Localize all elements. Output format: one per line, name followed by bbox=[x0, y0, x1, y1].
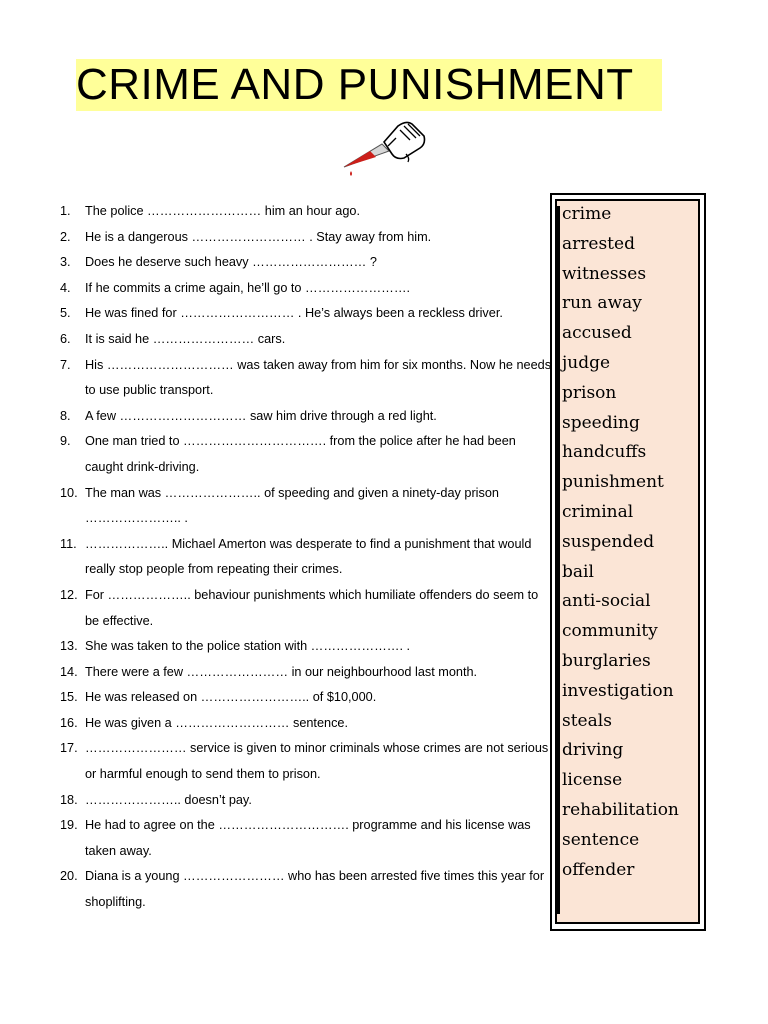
question-number: 8. bbox=[60, 408, 71, 423]
question-number: 19. bbox=[60, 818, 78, 833]
question-item bbox=[60, 250, 555, 276]
blood-drop bbox=[350, 171, 352, 176]
question-list bbox=[60, 199, 555, 916]
question-item bbox=[60, 276, 555, 302]
question-item bbox=[60, 301, 555, 327]
word-bank-item: judge bbox=[562, 352, 611, 373]
question-text: The police ……………………… him an hour ago. bbox=[85, 204, 360, 218]
question-text: ………………….. doesn’t pay. bbox=[85, 792, 252, 807]
question-number: 14. bbox=[60, 664, 78, 679]
question-text: If he commits a crime again, he’ll go to ……………………. bbox=[85, 280, 411, 295]
word-bank-item: driving bbox=[562, 740, 624, 761]
question-text: There were a few …………………… in our neighbourhood last month. bbox=[85, 664, 478, 679]
question-item bbox=[60, 711, 555, 737]
question-number: 11. bbox=[60, 536, 77, 551]
question-number: 4. bbox=[60, 280, 71, 295]
question-number: 10. bbox=[60, 485, 78, 500]
question-number: 3. bbox=[60, 255, 71, 270]
question-item bbox=[60, 864, 555, 915]
word-bank-item: witnesses bbox=[562, 263, 647, 284]
word-bank-item: burglaries bbox=[562, 650, 651, 671]
question-item bbox=[60, 404, 555, 430]
question-text: He was released on …………………….. of $10,000. bbox=[85, 690, 377, 705]
question-text: …………………… service is given to minor criminals whose crimes are not serious or harmful enough to send them to prison. bbox=[85, 741, 549, 782]
word-bank-item: sentence bbox=[562, 829, 640, 850]
question-text: Diana is a young …………………… who has been arrested five times this year for shoplifting. bbox=[85, 869, 545, 910]
question-number: 20. bbox=[60, 869, 78, 884]
question-text: Does he deserve such heavy ……………………… ? bbox=[85, 255, 377, 270]
question-number: 1. bbox=[60, 204, 71, 218]
question-text: He was given a ……………………… sentence. bbox=[85, 715, 348, 730]
question-text: He was fined for ……………………… . He’s always been a reckless driver. bbox=[85, 306, 503, 321]
word-bank-item: run away bbox=[562, 293, 642, 314]
question-number: 18. bbox=[60, 792, 78, 807]
question-item bbox=[60, 788, 555, 814]
question-item bbox=[60, 583, 555, 634]
question-text: The man was ………………….. of speeding and given a ninety-day prison ………………….. . bbox=[85, 485, 499, 526]
question-item bbox=[60, 225, 555, 251]
question-text: He is a dangerous ……………………… . Stay away from him. bbox=[85, 229, 432, 244]
question-text: She was taken to the police station with …………………. . bbox=[85, 639, 411, 654]
word-bank-item: bail bbox=[562, 561, 594, 582]
question-item bbox=[60, 429, 555, 480]
question-item bbox=[60, 813, 555, 864]
word-bank-item: suspended bbox=[562, 531, 655, 552]
question-text: ……………….. Michael Amerton was desperate to find a punishment that would really stop people from repeating their crimes. bbox=[85, 536, 532, 577]
question-item bbox=[60, 327, 555, 353]
knife-blade bbox=[344, 144, 389, 167]
question-text: A few ………………………… saw him drive through a red light. bbox=[85, 408, 437, 423]
question-text: He had to agree on the …………………………. programme and his license was taken away. bbox=[85, 818, 531, 858]
question-text: It is said he …………………… cars. bbox=[85, 331, 286, 346]
question-number: 17. bbox=[60, 741, 78, 756]
word-bank-item: offender bbox=[562, 859, 635, 880]
question-item bbox=[60, 660, 555, 686]
question-number: 16. bbox=[60, 715, 78, 730]
word-bank-item: prison bbox=[562, 382, 617, 403]
word-bank-item: anti-social bbox=[562, 591, 651, 612]
word-bank-rule bbox=[555, 206, 560, 914]
question-item bbox=[60, 736, 555, 787]
word-bank-item: arrested bbox=[562, 233, 635, 254]
question-number: 5. bbox=[60, 306, 71, 321]
word-bank-item: crime bbox=[562, 204, 612, 224]
question-item bbox=[60, 685, 555, 711]
question-number: 15. bbox=[60, 690, 78, 705]
question-number: 13. bbox=[60, 639, 78, 654]
word-bank-item: investigation bbox=[562, 680, 674, 701]
question-text: One man tried to ……………………………. from the police after he had been caught drink-driving. bbox=[85, 434, 516, 474]
question-number: 6. bbox=[60, 331, 71, 346]
question-text: His ………………………… was taken away from him for six months. Now he needs to use public transport. bbox=[85, 357, 552, 398]
question-item bbox=[60, 199, 555, 225]
word-bank-item: accused bbox=[562, 323, 632, 344]
question-item bbox=[60, 532, 555, 583]
question-number: 7. bbox=[60, 357, 71, 372]
word-bank-item: handcuffs bbox=[562, 442, 647, 463]
word-bank-item: steals bbox=[562, 710, 612, 731]
word-bank-list bbox=[562, 200, 679, 885]
question-number: 2. bbox=[60, 229, 71, 244]
word-bank-item: license bbox=[562, 770, 623, 791]
question-item bbox=[60, 634, 555, 660]
word-bank-item: rehabilitation bbox=[562, 799, 679, 820]
word-bank-item: speeding bbox=[562, 412, 640, 433]
word-bank-item: punishment bbox=[562, 472, 664, 493]
question-item bbox=[60, 481, 555, 532]
question-item bbox=[60, 353, 555, 404]
question-text: For ……………….. behaviour punishments which humiliate offenders do seem to be effective. bbox=[85, 587, 539, 628]
question-number: 9. bbox=[60, 434, 71, 449]
bloody-knife-icon bbox=[340, 114, 430, 176]
word-bank-item: criminal bbox=[562, 501, 634, 522]
question-number: 12. bbox=[60, 587, 78, 602]
word-bank-item: community bbox=[562, 621, 658, 642]
fist bbox=[384, 122, 425, 162]
page-title: CRIME AND PUNISHMENT bbox=[76, 59, 662, 111]
